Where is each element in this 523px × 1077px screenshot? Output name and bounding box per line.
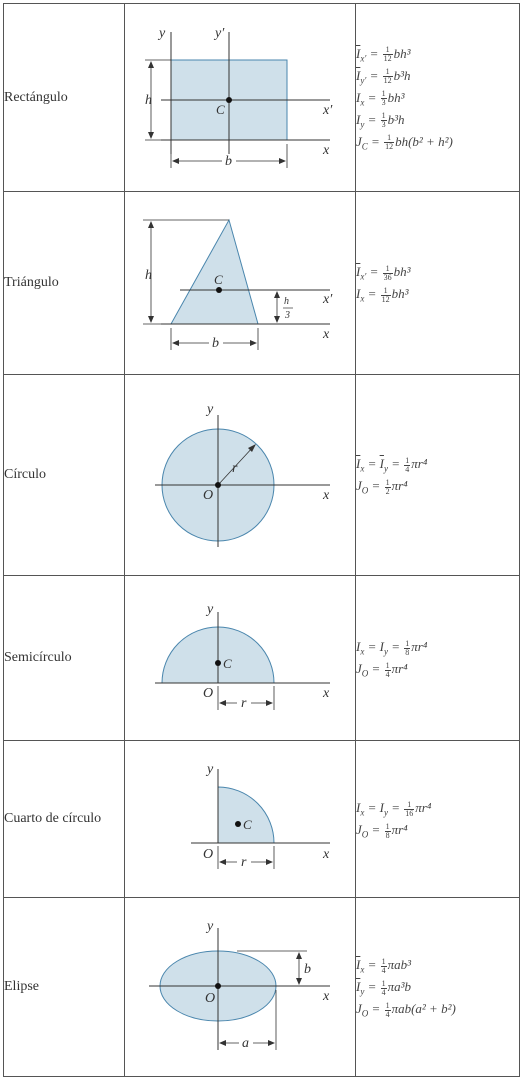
x-axis-label: x xyxy=(323,143,330,158)
formula-list xyxy=(356,636,519,680)
formula-line xyxy=(356,998,519,1020)
symbol-subscript: y xyxy=(383,646,388,657)
formula-line xyxy=(356,797,519,819)
shape-name: Semicírculo xyxy=(4,576,125,741)
table-row-circle xyxy=(4,375,520,576)
fraction-denominator: 16 xyxy=(405,808,414,818)
y-axis-label: y xyxy=(207,762,214,777)
shape-name: Círculo xyxy=(4,375,125,576)
symbol-letter: I xyxy=(356,800,361,815)
formula-rhs: πr⁴ xyxy=(391,822,408,837)
fraction-numerator: 1 xyxy=(383,265,393,274)
symbol-letter: I xyxy=(356,89,361,105)
base-label: b xyxy=(225,154,232,169)
symbol-subscript: y xyxy=(360,986,365,997)
fraction xyxy=(383,68,393,85)
fraction-denominator: 4 xyxy=(405,464,410,474)
height-label: h xyxy=(145,268,152,283)
symbol-letter: $\overline{I}$ xyxy=(356,979,361,994)
ellipse-diagram xyxy=(125,898,354,1076)
origin-label: O xyxy=(205,991,216,1006)
fraction xyxy=(381,980,387,997)
formula-list xyxy=(356,797,519,841)
fraction xyxy=(404,640,410,657)
fraction-denominator: 4 xyxy=(381,965,386,975)
fraction-numerator: 1 xyxy=(381,287,391,296)
formula-cell xyxy=(356,375,520,576)
origin-label: O xyxy=(203,847,214,862)
symbol-subscript: x xyxy=(360,293,365,304)
formula-rhs: πr⁴ xyxy=(411,456,428,471)
equals-sign: = xyxy=(367,639,377,654)
fraction-numerator: 1 xyxy=(385,660,390,670)
moment-symbol xyxy=(356,264,382,282)
table-row-semicircle xyxy=(4,576,520,741)
formula-cell xyxy=(356,898,520,1077)
formula-list xyxy=(356,43,519,153)
formula-cell xyxy=(356,576,520,741)
rectangle-diagram xyxy=(125,4,354,191)
equals-sign: = xyxy=(367,957,377,972)
equals-sign: = xyxy=(367,456,377,471)
table-row-rectangle xyxy=(4,4,520,192)
equals-sign: = xyxy=(391,800,400,815)
x-axis-label: x xyxy=(323,847,330,862)
moment-symbol xyxy=(356,286,380,304)
formula-rhs: πr⁴ xyxy=(415,800,432,815)
equals-sign: = xyxy=(371,822,381,837)
formula-rhs: bh³ xyxy=(387,89,405,105)
fraction-numerator: 1 xyxy=(385,1000,390,1010)
radius-label: r xyxy=(241,696,247,711)
equals-sign: = xyxy=(391,456,400,471)
radius-label: r xyxy=(241,855,247,870)
fraction-denominator: 3 xyxy=(381,120,386,130)
figure-cell xyxy=(125,4,356,192)
symbol-letter: I xyxy=(356,286,361,301)
formula-line xyxy=(356,954,519,976)
quarter-circle-shape xyxy=(218,787,274,843)
equals-sign: = xyxy=(371,661,381,676)
symbol-subscript: x′ xyxy=(360,271,367,282)
moment-symbol xyxy=(356,661,384,679)
figure-cell xyxy=(125,576,356,741)
symbol-letter: J xyxy=(356,822,362,837)
formula-rhs: bh³ xyxy=(393,264,411,279)
formula-line xyxy=(356,131,519,153)
formula-line xyxy=(356,87,519,109)
symbol-subscript: x′ xyxy=(360,53,367,64)
centroid-label: C xyxy=(243,817,252,832)
symbol-letter: I xyxy=(379,639,384,654)
fraction-denominator: 4 xyxy=(385,669,390,679)
shape-name: Rectángulo xyxy=(4,4,125,192)
symbol-subscript: x xyxy=(360,97,365,108)
y-axis-label: y xyxy=(207,919,214,934)
x-axis-label: x xyxy=(323,488,330,503)
quarter-circle-diagram xyxy=(125,741,354,897)
symbol-subscript: x xyxy=(360,463,365,474)
formula-line xyxy=(356,453,519,475)
fraction-denominator: 12 xyxy=(381,294,390,304)
equals-sign: = xyxy=(367,800,377,815)
table-row-triangle xyxy=(4,192,520,375)
equals-sign: = xyxy=(371,478,381,493)
formula-rhs: πr⁴ xyxy=(411,639,428,654)
figure-cell xyxy=(125,375,356,576)
symbol-letter: I xyxy=(356,111,361,127)
fraction-denominator: 2 xyxy=(385,486,390,496)
centroid-label: C xyxy=(223,656,232,671)
formula-rhs: πab(a² + b²) xyxy=(391,1001,456,1016)
symbol-subscript: C xyxy=(361,141,368,152)
symbol-letter: I xyxy=(379,800,384,815)
symbol-subscript: y xyxy=(360,119,365,130)
moment-symbol xyxy=(356,957,380,975)
symbol-letter: $\overline{I}$ xyxy=(379,456,384,471)
symbol-subscript: x xyxy=(360,964,365,975)
formula-rhs: b³h xyxy=(387,111,405,127)
y-axis-label: y xyxy=(207,402,214,417)
figure-cell xyxy=(125,898,356,1077)
symbol-letter: J xyxy=(356,478,362,493)
fraction-denominator: 8 xyxy=(405,647,410,657)
formula-line xyxy=(356,65,519,87)
equals-sign: = xyxy=(367,979,377,994)
symbol-subscript: O xyxy=(361,829,369,840)
equals-sign: = xyxy=(371,133,380,149)
formula-rhs: bh³ xyxy=(391,286,409,301)
fraction xyxy=(381,112,387,129)
fraction-numerator: 1 xyxy=(381,89,386,99)
formula-rhs: b³h xyxy=(393,67,411,83)
formula-cell xyxy=(356,741,520,898)
fraction-denominator: 12 xyxy=(383,76,392,86)
figure-cell xyxy=(125,192,356,375)
moment-symbol xyxy=(356,478,384,496)
origin-label: O xyxy=(203,686,214,701)
fraction xyxy=(383,46,393,63)
h-third-denominator: 3 xyxy=(285,310,290,321)
symbol-letter: J xyxy=(356,1001,362,1016)
centroid-label: C xyxy=(214,272,223,287)
semi-major-axis-label: a xyxy=(242,1036,249,1051)
moment-symbol xyxy=(356,133,383,152)
fraction xyxy=(385,662,391,679)
table-row-ellipse xyxy=(4,898,520,1077)
formula-rhs: πab³ xyxy=(387,957,412,972)
formula-line xyxy=(356,976,519,998)
fraction-denominator: 12 xyxy=(383,54,392,64)
fraction-numerator: 1 xyxy=(381,978,386,988)
fraction-numerator: 1 xyxy=(385,477,390,487)
fraction xyxy=(381,90,387,107)
formula-list xyxy=(356,954,519,1020)
fraction-numerator: 1 xyxy=(381,956,386,966)
shape-name: Elipse xyxy=(4,898,125,1077)
moment-symbol xyxy=(356,639,380,657)
x-prime-axis-label: x′ xyxy=(323,292,333,307)
fraction-denominator: 3 xyxy=(381,98,386,108)
fraction xyxy=(404,801,414,818)
symbol-subscript: O xyxy=(361,668,369,679)
h-third-numerator: h xyxy=(284,296,289,307)
formula-line xyxy=(356,475,519,497)
table-row-quarter-circle xyxy=(4,741,520,898)
fraction-denominator: 4 xyxy=(381,987,386,997)
moment-symbol xyxy=(379,456,404,474)
fraction xyxy=(404,457,410,474)
moment-symbol xyxy=(356,456,380,474)
symbol-subscript: x xyxy=(360,646,365,657)
symbol-letter: $\overline{I}$ xyxy=(356,45,361,61)
moment-symbol xyxy=(356,979,380,997)
figure-cell xyxy=(125,741,356,898)
moment-symbol xyxy=(356,800,380,818)
fraction-numerator: 1 xyxy=(381,111,386,121)
semi-minor-axis-label: b xyxy=(304,962,311,977)
formula-line xyxy=(356,658,519,680)
symbol-letter: I xyxy=(356,639,361,654)
fraction xyxy=(381,287,391,304)
formula-rhs: πr⁴ xyxy=(391,478,408,493)
fraction-numerator: 1 xyxy=(404,801,414,810)
symbol-subscript: y xyxy=(383,463,388,474)
formula-list xyxy=(356,261,519,305)
formula-cell xyxy=(356,4,520,192)
origin-label: O xyxy=(203,488,214,503)
symbol-letter: $\overline{I}$ xyxy=(356,456,361,471)
symbol-letter: $\overline{I}$ xyxy=(356,67,361,83)
x-axis-label: x xyxy=(323,327,330,342)
formula-cell xyxy=(356,192,520,375)
equals-sign: = xyxy=(369,264,379,279)
equals-sign: = xyxy=(369,67,379,83)
fraction-numerator: 1 xyxy=(384,134,394,143)
x-axis-label: x xyxy=(323,686,330,701)
shape-name: Cuarto de círculo xyxy=(4,741,125,898)
fraction-denominator: 36 xyxy=(383,272,392,282)
x-prime-axis-label: x′ xyxy=(323,103,333,118)
circle-diagram xyxy=(125,375,354,575)
formula-line xyxy=(356,636,519,658)
fraction xyxy=(385,1002,391,1019)
moment-symbol xyxy=(379,800,404,818)
equals-sign: = xyxy=(367,89,377,105)
shape-name: Triángulo xyxy=(4,192,125,375)
formula-line xyxy=(356,109,519,131)
symbol-subscript: O xyxy=(361,485,369,496)
fraction xyxy=(385,823,391,840)
symbol-subscript: O xyxy=(361,1008,369,1019)
semicircle-diagram xyxy=(125,576,354,740)
formula-rhs: bh³ xyxy=(393,45,411,61)
moment-symbol xyxy=(356,111,380,130)
moment-symbol xyxy=(356,822,384,840)
fraction-denominator: 12 xyxy=(385,142,394,152)
fraction-denominator: 8 xyxy=(385,830,390,840)
moment-symbol xyxy=(356,45,382,64)
equals-sign: = xyxy=(369,45,379,61)
height-label: h xyxy=(145,93,152,108)
fraction-numerator: 1 xyxy=(405,638,410,648)
formula-rhs: πr⁴ xyxy=(391,661,408,676)
x-axis-label: x xyxy=(323,989,330,1004)
moment-symbol xyxy=(356,67,382,86)
formula-list xyxy=(356,453,519,497)
symbol-letter: $\overline{I}$ xyxy=(356,957,361,972)
moment-symbol xyxy=(379,639,404,657)
symbol-subscript: y′ xyxy=(360,75,367,86)
radius-label: r xyxy=(232,461,238,476)
moment-symbol xyxy=(356,89,380,108)
symbol-letter: J xyxy=(356,661,362,676)
centroid-label: C xyxy=(216,102,225,117)
base-label: b xyxy=(212,336,219,351)
symbol-subscript: y xyxy=(383,807,388,818)
fraction-numerator: 1 xyxy=(383,68,393,77)
formula-line xyxy=(356,43,519,65)
triangle-diagram xyxy=(125,192,354,374)
moments-of-inertia-table xyxy=(3,3,520,1077)
equals-sign: = xyxy=(371,1001,381,1016)
equals-sign: = xyxy=(367,111,377,127)
symbol-letter: J xyxy=(356,133,362,149)
y-axis-label: y xyxy=(207,602,214,617)
symbol-letter: $\overline{I}$ xyxy=(356,264,361,279)
fraction xyxy=(383,265,393,282)
formula-line xyxy=(356,283,519,305)
equals-sign: = xyxy=(367,286,377,301)
symbol-subscript: x xyxy=(360,807,365,818)
fraction-denominator: 4 xyxy=(385,1009,390,1019)
formula-line xyxy=(356,261,519,283)
formula-rhs: πa³b xyxy=(387,979,412,994)
fraction xyxy=(381,958,387,975)
y-prime-axis-label: y′ xyxy=(215,26,225,41)
fraction xyxy=(384,134,394,151)
fraction-numerator: 1 xyxy=(383,46,393,55)
moment-symbol xyxy=(356,1001,384,1019)
fraction-numerator: 1 xyxy=(405,455,410,465)
formula-rhs: bh(b² + h²) xyxy=(395,133,453,149)
y-axis-label: y xyxy=(159,26,166,41)
equals-sign: = xyxy=(391,639,400,654)
fraction-numerator: 1 xyxy=(385,821,390,831)
formula-line xyxy=(356,819,519,841)
fraction xyxy=(385,479,391,496)
